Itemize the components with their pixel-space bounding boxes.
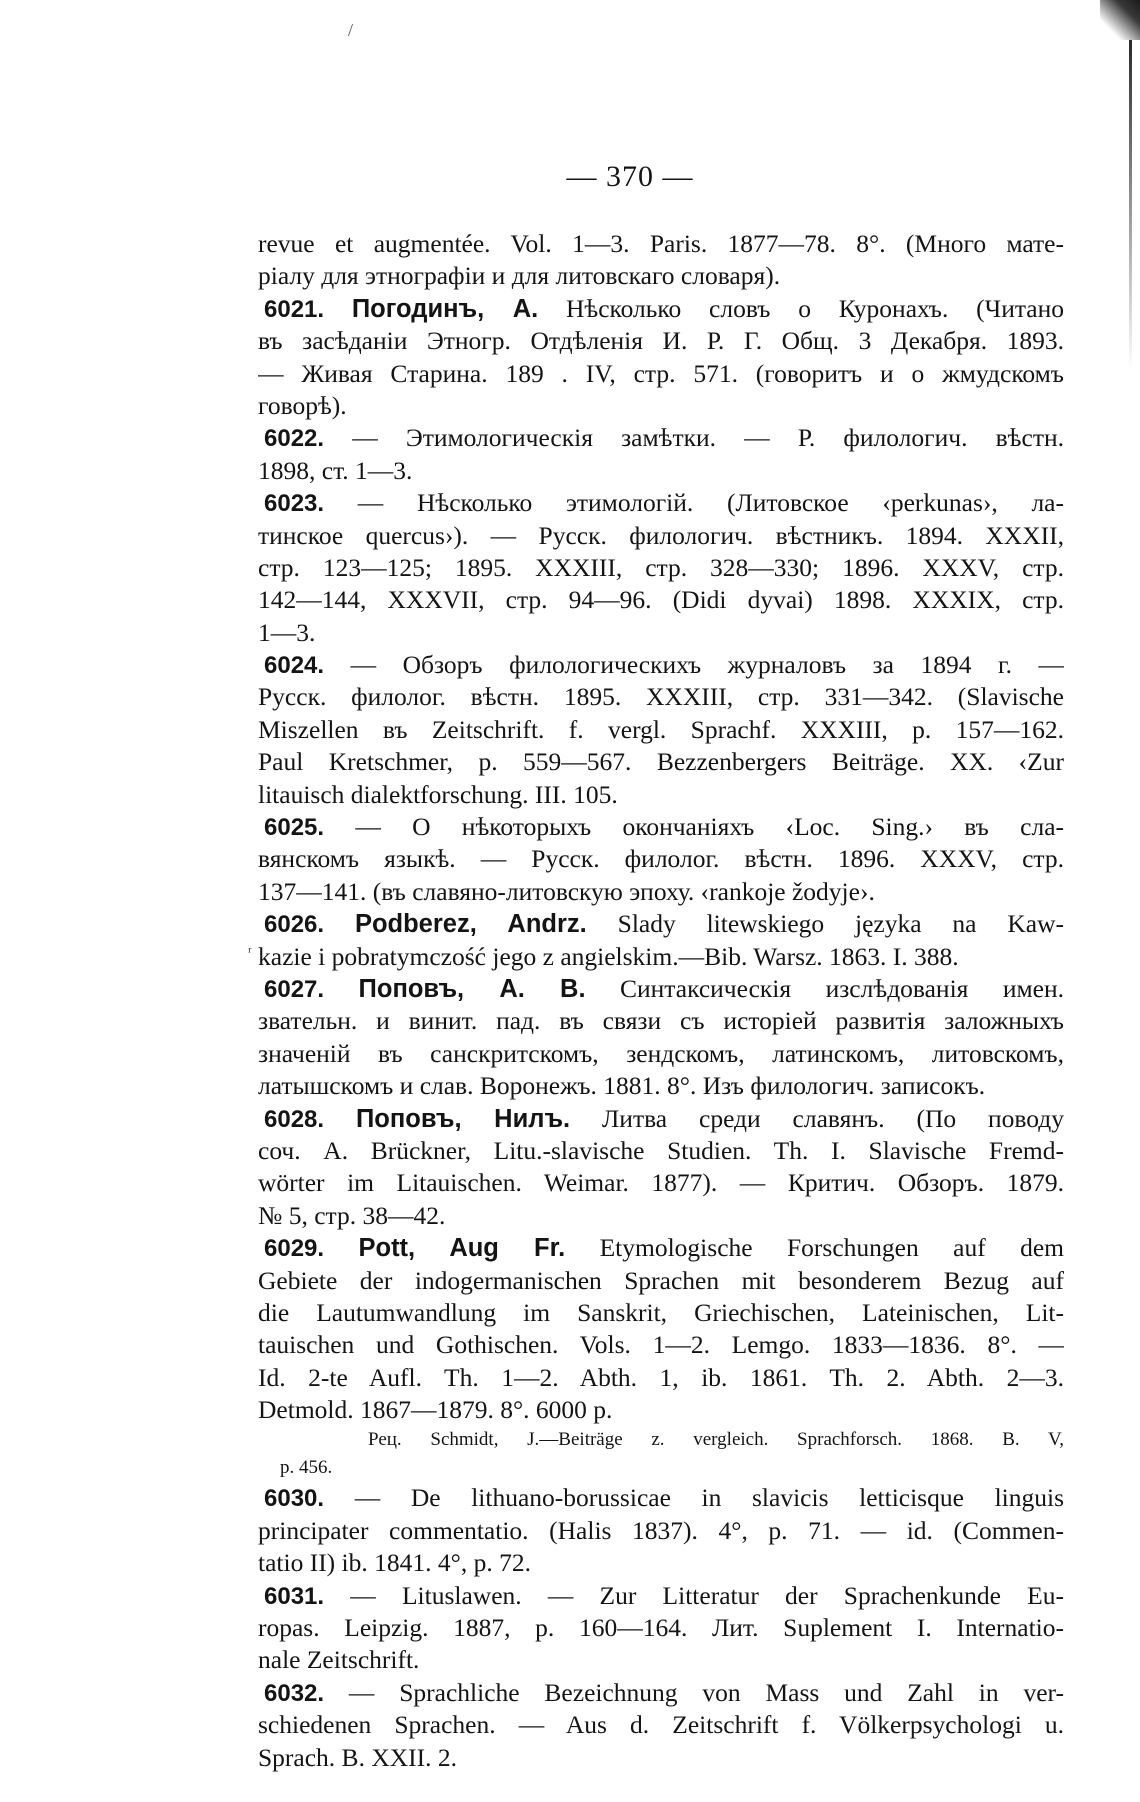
entry-number: 6023.	[264, 490, 325, 518]
entry-author: Поповъ, А. В.	[358, 974, 586, 1003]
entry-number: 6029.	[264, 1235, 325, 1263]
entry-line	[258, 649, 1064, 681]
entry-line	[258, 487, 1064, 519]
entry-author: Погодинъ, А.	[351, 294, 539, 323]
entry-author: Podberez, Andrz.	[354, 910, 587, 939]
stray-mark: ʳ	[248, 944, 252, 961]
text-line: 1—3.	[258, 617, 316, 647]
text-line: тинское quercus›). — Русск. филологич. вѣстникъ. 1894. XXXII,	[258, 520, 1064, 550]
entry-text: Литва среди славянъ. (По поводу	[570, 1103, 1064, 1133]
text-line: wörter im Litauischen. Weimar. 1877). — Критич. Обзоръ. 1879.	[258, 1168, 1064, 1198]
entry-text: — Lituslawen. — Zur Litteratur der Sprachenkunde Eu-	[324, 1580, 1064, 1610]
entry-text: Slady litewskiego języka na Kaw-	[586, 909, 1064, 939]
entry-number: 6027.	[264, 975, 325, 1003]
text-line: die Lautumwandlung im Sanskrit, Griechischen, Lateinischen, Lit-	[258, 1297, 1064, 1327]
entry-line	[258, 422, 1064, 454]
entry-line	[258, 1103, 1064, 1135]
text-line: 137—141. (въ славяно-литовскую эпоху. ‹rankoje žodyje›.	[258, 876, 875, 906]
review-note-line: p. 456.	[280, 1457, 333, 1479]
text-line: ropas. Leipzig. 1887, p. 160—164. Лит. Suplement I. Internatio-	[258, 1613, 1064, 1643]
entry-number: 6022.	[264, 425, 325, 453]
review-note-line: Рец. Schmidt, J.—Beiträge z. vergleich. Sprachforsch. 1868. B. V,	[368, 1429, 1064, 1451]
entry-number: 6026.	[264, 911, 325, 939]
entry-line	[258, 293, 1064, 325]
text-line: principater commentatio. (Halis 1837). 4°, p. 71. — id. (Commen-	[258, 1515, 1064, 1545]
text-line: 1898, ст. 1—3.	[258, 455, 413, 485]
entry-line	[258, 1580, 1064, 1612]
text-line: Sprach. B. XXII. 2.	[258, 1742, 458, 1772]
text-line: Paul Kretschmer, p. 559—567. Bezzenbergers Beiträge. XX. ‹Zur	[258, 747, 1064, 777]
bibliography-text	[258, 228, 1064, 1774]
text-line: звательн. и винит. пад. въ связи съ исторіей развитія заложныхъ	[258, 1006, 1064, 1036]
entry-text: Etymologische Forschungen auf dem	[565, 1233, 1064, 1263]
text-line: kazie i pobratymczość jego z angielskim.—Bib. Warsz. 1863. I. 388.	[258, 941, 959, 971]
scan-shadow-edge	[1129, 40, 1132, 370]
entry-line	[258, 908, 1064, 940]
text-line: вянскомъ языкѣ. — Русск. филолог. вѣстн. 1896. XXXV, стр.	[258, 844, 1064, 874]
text-line: Miszellen въ Zeitschrift. f. vergl. Sprachf. XXXIII, p. 157—162.	[258, 714, 1064, 744]
entry-number: 6025.	[264, 814, 325, 842]
text-line: tauischen und Gothischen. Vols. 1—2. Lemgo. 1833—1836. 8°. —	[258, 1330, 1064, 1360]
text-line: schiedenen Sprachen. — Aus d. Zeitschrift f. Völkerpsychologi u.	[258, 1710, 1064, 1740]
text-line: ріалу для этнографіи и для литовскаго словаря).	[258, 261, 781, 291]
entry-number: 6021.	[264, 295, 325, 323]
entry-text: — О нѣкоторыхъ окончаніяхъ ‹Loc. Sing.› въ сла-	[324, 812, 1064, 842]
entry-line	[258, 811, 1064, 843]
stray-mark: /	[348, 20, 354, 40]
entry-line	[258, 1232, 1064, 1264]
text-line: соч. A. Brückner, Litu.-slavische Studien. Th. I. Slavische Fremd-	[258, 1135, 1064, 1165]
entry-number: 6024.	[264, 652, 325, 680]
entry-text: — Обзоръ филологическихъ журналовъ за 1894 г. —	[324, 650, 1064, 680]
entry-number: 6028.	[264, 1105, 325, 1133]
entry-line	[258, 1482, 1064, 1514]
entry-number: 6030.	[264, 1485, 325, 1513]
entry-text: — De lithuano-borussicae in slavicis letticisque linguis	[324, 1483, 1064, 1513]
entry-author: Поповъ, Нилъ.	[355, 1104, 571, 1133]
text-line: — Живая Старина. 189 . IV, стр. 571. (говоритъ и о жмудскомъ	[258, 358, 1064, 388]
scan-shadow-corner	[1100, 0, 1140, 40]
entry-line	[258, 973, 1064, 1005]
text-line: tatio II) ib. 1841. 4°, p. 72.	[258, 1548, 531, 1578]
text-line: litauisch dialektforschung. III. 105.	[258, 779, 618, 809]
entry-text: — Sprachliche Bezeichnung von Mass und Zahl in ver-	[324, 1677, 1064, 1707]
entry-number: 6031.	[264, 1582, 325, 1610]
text-line: 142—144, XXXVII, стр. 94—96. (Didi dyvai) 1898. XXXIX, стр.	[258, 585, 1064, 615]
text-line: Detmold. 1867—1879. 8°. 6000 p.	[258, 1395, 613, 1425]
text-line: Gebiete der indogermanischen Sprachen mit besonderem Bezug auf	[258, 1265, 1064, 1295]
text-line: латышскомъ и слав. Воронежъ. 1881. 8°. Изъ филологич. записокъ.	[258, 1071, 986, 1101]
text-line: nale Zeitschrift.	[258, 1645, 420, 1675]
entry-text: Нѣсколько словъ о Куронахъ. (Читано	[538, 293, 1064, 323]
text-line: Id. 2-te Aufl. Th. 1—2. Abth. 1, ib. 1861. Th. 2. Abth. 2—3.	[258, 1362, 1064, 1392]
text-line: Русск. филолог. вѣстн. 1895. XXXIII, стр. 331—342. (Slavische	[258, 682, 1064, 712]
text-line: значеній въ санскритскомъ, зендскомъ, латинскомъ, литовскомъ,	[258, 1038, 1064, 1068]
entry-text: — Нѣсколько этимологій. (Литовское ‹perkunas›, ла-	[324, 488, 1064, 518]
page-number: — 370 —	[566, 160, 694, 193]
text-line: revue et augmentée. Vol. 1—3. Paris. 1877—78. 8°. (Много мате-	[258, 229, 1064, 258]
entry-text: — Этимологическія замѣтки. — Р. филологич. вѣстн.	[324, 423, 1064, 453]
entry-text: Синтаксическія изслѣдованія имен.	[585, 973, 1064, 1003]
entry-author: Pott, Aug Fr.	[358, 1234, 566, 1263]
text-line: № 5, стр. 38—42.	[258, 1200, 446, 1230]
text-line: говорѣ).	[258, 390, 347, 420]
text-line: стр. 123—125; 1895. XXXIII, стр. 328—330; 1896. XXXV, стр.	[258, 552, 1064, 582]
entry-line	[258, 1677, 1064, 1709]
text-line: въ засѣданіи Этногр. Отдѣленія И. Р. Г. Общ. 3 Декабря. 1893.	[258, 326, 1064, 356]
entry-number: 6032.	[264, 1679, 325, 1707]
